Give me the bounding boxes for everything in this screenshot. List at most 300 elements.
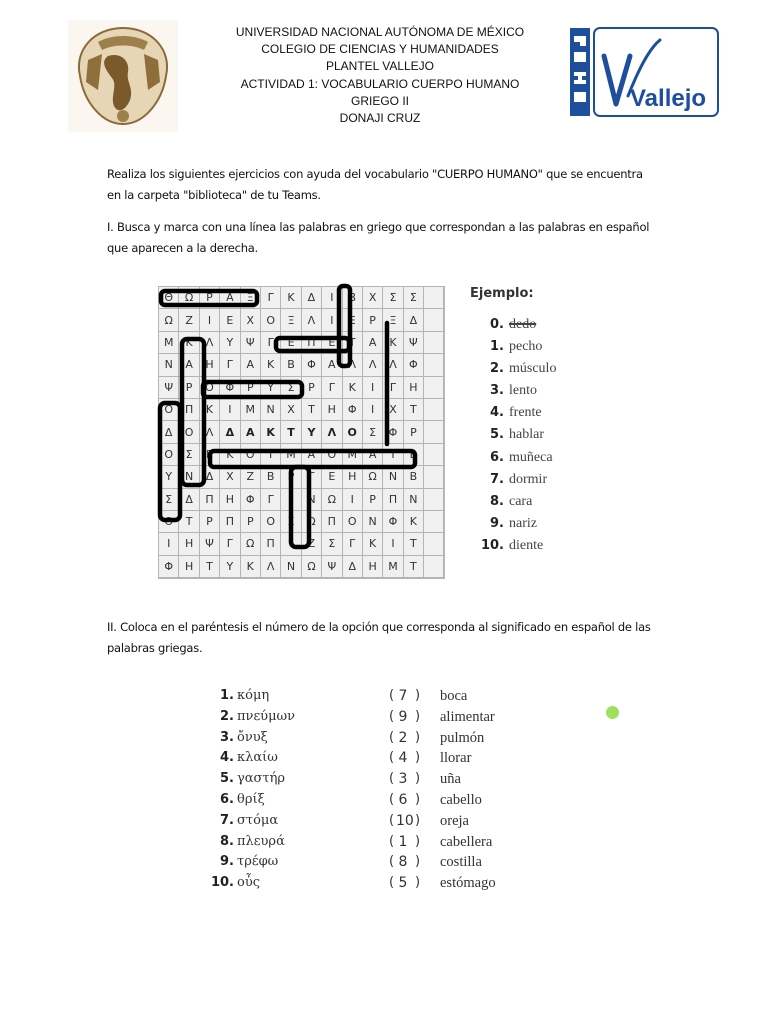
grid-cell[interactable]: Γ bbox=[261, 332, 281, 354]
grid-cell[interactable]: Δ bbox=[200, 466, 220, 488]
grid-cell[interactable]: Ζ bbox=[302, 533, 322, 555]
grid-cell[interactable]: Κ bbox=[261, 421, 281, 443]
grid-cell[interactable]: Λ bbox=[363, 354, 383, 376]
grid-cell[interactable]: Τ bbox=[302, 399, 322, 421]
intro-line-1: Realiza los siguientes ejercicios con ayuda del vocabulario "CUERPO HUMANO" que se encuentra bbox=[107, 167, 643, 181]
grid-cell[interactable]: Χ bbox=[220, 466, 240, 488]
grid-cell[interactable]: Ι bbox=[281, 533, 301, 555]
grid-cell[interactable]: Σ bbox=[281, 377, 301, 399]
answer-value[interactable]: 1 bbox=[398, 833, 408, 850]
example-item-word: hablar bbox=[509, 427, 544, 443]
grid-cell[interactable]: Υ bbox=[261, 377, 281, 399]
grid-cell[interactable]: Ι bbox=[343, 489, 363, 511]
grid-cell[interactable]: Δ bbox=[159, 421, 179, 443]
example-item-number: 5. bbox=[490, 427, 504, 443]
matching-row bbox=[200, 750, 560, 771]
example-item bbox=[470, 450, 610, 472]
grid-cell-empty bbox=[424, 354, 444, 376]
grid-cell[interactable]: Ω bbox=[302, 511, 322, 533]
grid-cell[interactable]: Γ bbox=[220, 533, 240, 555]
grid-cell[interactable]: Ε bbox=[220, 309, 240, 331]
grid-cell[interactable]: Μ bbox=[281, 444, 301, 466]
example-item-word: dedo bbox=[509, 317, 537, 332]
grid-cell[interactable]: Τ bbox=[281, 421, 301, 443]
matching-number: 2. bbox=[220, 708, 234, 724]
grid-cell[interactable]: Λ bbox=[383, 354, 403, 376]
example-list bbox=[470, 286, 610, 560]
unam-logo bbox=[68, 20, 178, 132]
grid-cell[interactable]: Ν bbox=[383, 466, 403, 488]
grid-cell[interactable]: Ρ bbox=[281, 466, 301, 488]
matching-spanish-word: costilla bbox=[440, 854, 482, 871]
grid-cell[interactable]: Ν bbox=[281, 556, 301, 578]
grid-cell[interactable]: Γ bbox=[302, 466, 322, 488]
grid-cell[interactable]: Β bbox=[261, 466, 281, 488]
grid-cell[interactable]: Ι bbox=[261, 444, 281, 466]
grid-cell[interactable]: Φ bbox=[302, 354, 322, 376]
grid-cell-empty bbox=[424, 309, 444, 331]
example-item-word: diente bbox=[509, 537, 544, 553]
paren-open: ( bbox=[389, 833, 395, 849]
grid-cell[interactable]: Ε bbox=[200, 444, 220, 466]
paren-open: ( bbox=[389, 708, 395, 724]
header-campus: PLANTEL VALLEJO bbox=[325, 59, 435, 74]
grid-cell[interactable]: Η bbox=[343, 466, 363, 488]
matching-row bbox=[200, 875, 560, 896]
grid-cell[interactable]: Δ bbox=[179, 489, 199, 511]
grid-cell[interactable]: Ω bbox=[302, 556, 322, 578]
grid-cell[interactable]: Β bbox=[404, 466, 424, 488]
answer-value[interactable]: 9 bbox=[398, 708, 408, 725]
grid-cell[interactable]: Κ bbox=[220, 444, 240, 466]
grid-cell[interactable]: Γ bbox=[261, 489, 281, 511]
grid-cell[interactable]: Κ bbox=[281, 287, 301, 309]
answer-value[interactable]: 3 bbox=[398, 771, 408, 788]
matching-greek-word: ὄνυξ bbox=[237, 729, 268, 745]
grid-cell[interactable]: Χ bbox=[363, 287, 383, 309]
header-college: COLEGIO DE CIENCIAS Y HUMANIDADES bbox=[261, 42, 499, 57]
grid-cell[interactable]: Α bbox=[363, 332, 383, 354]
matching-spanish-word: boca bbox=[440, 688, 468, 704]
matching-spanish-word: llorar bbox=[440, 750, 472, 767]
section2-line-1: II. Coloca en el paréntesis el número de la opción que corresponda al significado en español de las bbox=[107, 620, 651, 634]
grid-cell[interactable]: Υ bbox=[159, 466, 179, 488]
paren-close: ) bbox=[415, 854, 421, 870]
grid-cell[interactable]: Ρ bbox=[363, 309, 383, 331]
example-item-number: 0. bbox=[490, 317, 504, 332]
grid-cell[interactable]: Λ bbox=[322, 421, 342, 443]
grid-cell[interactable]: Η bbox=[363, 556, 383, 578]
grid-cell[interactable]: Λ bbox=[343, 354, 363, 376]
grid-cell[interactable]: Σ bbox=[322, 533, 342, 555]
grid-cell[interactable]: Ο bbox=[343, 511, 363, 533]
grid-cell[interactable]: Γ bbox=[322, 377, 342, 399]
grid-cell[interactable]: Λ bbox=[200, 332, 220, 354]
grid-cell-empty bbox=[424, 421, 444, 443]
intro-line-2: en la carpeta "biblioteca" de tu Teams. bbox=[107, 188, 321, 202]
example-title: Ejemplo: bbox=[470, 286, 534, 301]
grid-cell[interactable]: Ρ bbox=[363, 489, 383, 511]
grid-cell[interactable]: Ζ bbox=[179, 309, 199, 331]
grid-cell[interactable]: Κ bbox=[261, 354, 281, 376]
example-item-number: 3. bbox=[490, 383, 504, 399]
intro-instructions bbox=[107, 164, 677, 206]
paren-open: ( bbox=[389, 854, 395, 870]
grid-cell[interactable]: Χ bbox=[281, 399, 301, 421]
grid-cell[interactable]: Ν bbox=[179, 466, 199, 488]
example-item bbox=[470, 383, 610, 405]
example-item-word: nariz bbox=[509, 515, 537, 531]
grid-cell[interactable]: Μ bbox=[383, 556, 403, 578]
grid-cell[interactable]: Ο bbox=[261, 511, 281, 533]
grid-cell[interactable]: Δ bbox=[404, 309, 424, 331]
header-course: GRIEGO II bbox=[350, 93, 409, 108]
grid-cell[interactable]: Υ bbox=[220, 556, 240, 578]
header-author: DONAJI CRUZ bbox=[339, 111, 421, 126]
grid-cell[interactable]: Ι bbox=[281, 489, 301, 511]
paren-close: ) bbox=[415, 729, 421, 745]
answer-value[interactable]: 10 bbox=[396, 812, 414, 829]
paren-open: ( bbox=[389, 688, 395, 703]
grid-cell[interactable]: Φ bbox=[383, 511, 403, 533]
answer-value[interactable]: 5 bbox=[398, 875, 408, 892]
grid-cell[interactable]: Ξ bbox=[383, 309, 403, 331]
grid-cell[interactable]: Ο bbox=[159, 444, 179, 466]
grid-cell[interactable]: Φ bbox=[220, 377, 240, 399]
example-item bbox=[470, 339, 610, 361]
grid-cell[interactable]: Ψ bbox=[322, 556, 342, 578]
paren-close: ) bbox=[415, 688, 421, 703]
grid-cell-empty bbox=[424, 489, 444, 511]
section1-line-2: que aparecen a la derecha. bbox=[107, 241, 258, 255]
grid-cell[interactable]: Μ bbox=[159, 332, 179, 354]
matching-greek-word: θρίξ bbox=[237, 791, 265, 807]
grid-cell[interactable]: Ρ bbox=[200, 287, 220, 309]
grid-cell[interactable]: Φ bbox=[159, 556, 179, 578]
example-item bbox=[470, 361, 610, 383]
grid-cell[interactable]: Ν bbox=[159, 354, 179, 376]
grid-cell[interactable]: Ρ bbox=[302, 377, 322, 399]
example-item bbox=[470, 494, 610, 516]
paren-open: ( bbox=[389, 812, 395, 828]
matching-number: 1. bbox=[220, 688, 234, 703]
grid-cell[interactable]: Ι bbox=[363, 377, 383, 399]
grid-cell[interactable]: Μ bbox=[241, 399, 261, 421]
example-items bbox=[470, 317, 610, 560]
example-item-number: 7. bbox=[490, 471, 504, 487]
grid-cell[interactable]: Ι bbox=[383, 533, 403, 555]
grid-cell[interactable]: Ι bbox=[363, 399, 383, 421]
grid-cell[interactable]: Ι bbox=[322, 287, 342, 309]
grid-cell[interactable]: Κ bbox=[343, 377, 363, 399]
grid-cell[interactable]: Ι bbox=[200, 309, 220, 331]
example-item-word: músculo bbox=[509, 361, 557, 377]
grid-cell[interactable]: Ψ bbox=[159, 377, 179, 399]
grid-cell[interactable]: Ι bbox=[220, 399, 240, 421]
matching-number: 6. bbox=[220, 791, 234, 807]
grid-cell[interactable]: Α bbox=[241, 354, 261, 376]
grid-cell[interactable]: Λ bbox=[200, 421, 220, 443]
paren-close: ) bbox=[415, 708, 421, 724]
grid-cell[interactable]: Δ bbox=[302, 287, 322, 309]
grid-cell[interactable]: Ι bbox=[322, 309, 342, 331]
example-item bbox=[470, 538, 610, 560]
paren-close: ) bbox=[415, 875, 421, 891]
matching-greek-word: πνεύμων bbox=[237, 708, 296, 724]
grid-cell[interactable]: Φ bbox=[404, 354, 424, 376]
matching-exercise bbox=[200, 688, 560, 896]
grid-cell[interactable]: Α bbox=[220, 287, 240, 309]
grid-cell[interactable]: Ψ bbox=[404, 332, 424, 354]
paren-close: ) bbox=[415, 750, 421, 766]
matching-spanish-word: pulmón bbox=[440, 729, 485, 746]
matching-row bbox=[200, 834, 560, 855]
grid-cell[interactable]: Π bbox=[220, 511, 240, 533]
paren-close: ) bbox=[415, 791, 421, 807]
example-item-number: 1. bbox=[490, 339, 504, 355]
example-item-number: 10. bbox=[480, 537, 504, 553]
grid-cell[interactable]: Σ bbox=[363, 421, 383, 443]
example-item-word: frente bbox=[509, 405, 542, 421]
grid-cell[interactable]: Η bbox=[322, 399, 342, 421]
grid-cell[interactable]: Α bbox=[302, 444, 322, 466]
matching-number: 9. bbox=[220, 854, 234, 870]
matching-spanish-word: alimentar bbox=[440, 708, 495, 725]
example-item-word: muñeca bbox=[509, 449, 553, 465]
grid-cell[interactable]: Ρ bbox=[200, 511, 220, 533]
grid-cell[interactable]: Ο bbox=[261, 309, 281, 331]
matching-row bbox=[200, 854, 560, 875]
grid-cell[interactable]: Ο bbox=[159, 399, 179, 421]
grid-cell[interactable]: Φ bbox=[343, 399, 363, 421]
grid-cell[interactable]: Ν bbox=[261, 399, 281, 421]
grid-cell[interactable]: Σ bbox=[179, 444, 199, 466]
grid-cell[interactable]: Κ bbox=[179, 332, 199, 354]
grid-cell[interactable]: Σ bbox=[383, 287, 403, 309]
example-item-number: 6. bbox=[490, 449, 504, 465]
grid-cell[interactable]: Ρ bbox=[179, 377, 199, 399]
grid-cell-empty bbox=[424, 466, 444, 488]
example-item-number: 2. bbox=[490, 361, 504, 377]
example-item-number: 8. bbox=[490, 493, 504, 509]
grid-cell[interactable]: Ω bbox=[322, 489, 342, 511]
grid-cell[interactable]: Γ bbox=[220, 354, 240, 376]
matching-greek-word: πλευρά bbox=[237, 833, 285, 849]
logo-vallejo-text: Vallejo bbox=[630, 85, 707, 112]
grid-cell[interactable]: Ν bbox=[363, 511, 383, 533]
grid-cell[interactable]: Ε bbox=[322, 332, 342, 354]
grid-cell[interactable]: Φ bbox=[241, 489, 261, 511]
grid-cell-empty bbox=[424, 332, 444, 354]
paren-open: ( bbox=[389, 750, 395, 766]
grid-cell[interactable]: Τ bbox=[404, 399, 424, 421]
grid-cell[interactable]: Ι bbox=[383, 444, 403, 466]
paren-open: ( bbox=[389, 791, 395, 807]
answer-value[interactable]: 4 bbox=[398, 750, 408, 767]
matching-number: 3. bbox=[220, 729, 234, 745]
grid-cell[interactable]: Ρ bbox=[241, 511, 261, 533]
matching-greek-word: κλαίω bbox=[237, 750, 278, 766]
grid-cell[interactable]: Ο bbox=[179, 421, 199, 443]
example-item bbox=[470, 317, 610, 339]
grid-cell[interactable]: Π bbox=[302, 332, 322, 354]
grid-cell[interactable]: Ψ bbox=[200, 533, 220, 555]
answer-value[interactable]: 7 bbox=[398, 688, 408, 704]
grid-cell[interactable]: Τ bbox=[200, 556, 220, 578]
grid-cell[interactable]: Κ bbox=[200, 399, 220, 421]
grid-cell[interactable]: Τ bbox=[404, 533, 424, 555]
grid-cell[interactable]: Ω bbox=[179, 287, 199, 309]
grid-cell-empty bbox=[424, 377, 444, 399]
matching-number: 10. bbox=[210, 875, 234, 891]
matching-greek-word: οὖς bbox=[237, 875, 261, 891]
grid-cell-empty bbox=[424, 444, 444, 466]
grid-cell[interactable]: Ε bbox=[281, 332, 301, 354]
grid-cell[interactable]: Β bbox=[404, 444, 424, 466]
grid-cell-empty bbox=[424, 511, 444, 533]
grid-cell[interactable]: Ν bbox=[404, 489, 424, 511]
grid-cell[interactable]: Τ bbox=[179, 511, 199, 533]
matching-row bbox=[200, 771, 560, 792]
example-item bbox=[470, 427, 610, 449]
grid-cell[interactable]: Κ bbox=[241, 556, 261, 578]
grid-cell[interactable]: Θ bbox=[159, 287, 179, 309]
matching-spanish-word: estómago bbox=[440, 875, 496, 892]
grid-cell[interactable]: Ι bbox=[159, 533, 179, 555]
grid-cell[interactable]: Δ bbox=[343, 556, 363, 578]
grid-cell[interactable]: Π bbox=[383, 489, 403, 511]
grid-cell[interactable]: Ο bbox=[200, 377, 220, 399]
grid-cell[interactable]: Τ bbox=[343, 332, 363, 354]
grid-cell[interactable]: Α bbox=[363, 444, 383, 466]
grid-cell[interactable]: Α bbox=[179, 354, 199, 376]
section2-instructions bbox=[107, 617, 677, 659]
grid-cell[interactable]: Α bbox=[322, 354, 342, 376]
grid-cell[interactable]: Λ bbox=[261, 556, 281, 578]
grid-cell[interactable]: Σ bbox=[404, 287, 424, 309]
word-search-grid[interactable] bbox=[158, 286, 445, 579]
grid-cell[interactable]: Ξ bbox=[281, 309, 301, 331]
grid-cell[interactable]: Ο bbox=[241, 444, 261, 466]
grid-cell[interactable]: Φ bbox=[383, 421, 403, 443]
grid-cell[interactable]: Ω bbox=[241, 533, 261, 555]
grid-cell[interactable]: Ρ bbox=[404, 421, 424, 443]
matching-greek-word: στόμα bbox=[237, 812, 279, 828]
grid-cell[interactable]: Η bbox=[220, 489, 240, 511]
grid-cell[interactable]: Θ bbox=[159, 511, 179, 533]
matching-spanish-word: cabellera bbox=[440, 833, 493, 850]
grid-cell[interactable]: Χ bbox=[241, 309, 261, 331]
grid-cell[interactable]: Δ bbox=[220, 421, 240, 443]
grid-cell[interactable]: Κ bbox=[404, 511, 424, 533]
grid-cell[interactable]: Ψ bbox=[241, 332, 261, 354]
answer-value[interactable]: 2 bbox=[398, 729, 408, 746]
grid-cell[interactable]: Υ bbox=[220, 332, 240, 354]
matching-spanish-word: uña bbox=[440, 771, 461, 788]
section2-line-2: palabras griegas. bbox=[107, 641, 203, 655]
example-item-word: pecho bbox=[509, 339, 543, 355]
example-item bbox=[470, 405, 610, 427]
grid-cell[interactable]: Κ bbox=[383, 332, 403, 354]
grid-cell[interactable]: Ξ bbox=[241, 287, 261, 309]
grid-cell[interactable]: Γ bbox=[383, 377, 403, 399]
matching-number: 7. bbox=[220, 812, 234, 828]
matching-row bbox=[200, 730, 560, 751]
document-header bbox=[200, 24, 560, 127]
grid-cell[interactable]: Π bbox=[200, 489, 220, 511]
grid-cell[interactable]: Η bbox=[200, 354, 220, 376]
grid-cell[interactable]: Π bbox=[179, 399, 199, 421]
example-item-number: 4. bbox=[490, 405, 504, 421]
grid-cell[interactable]: Ω bbox=[363, 466, 383, 488]
header-activity: ACTIVIDAD 1: VOCABULARIO CUERPO HUMANO bbox=[240, 76, 520, 91]
paren-open: ( bbox=[389, 771, 395, 787]
matching-spanish-word: oreja bbox=[440, 812, 469, 829]
grid-cell[interactable]: Γ bbox=[261, 287, 281, 309]
matching-number: 8. bbox=[220, 833, 234, 849]
grid-cell[interactable]: Ο bbox=[343, 421, 363, 443]
grid-cell[interactable]: Υ bbox=[302, 421, 322, 443]
grid-cell[interactable]: Β bbox=[343, 287, 363, 309]
grid-cell[interactable]: Ω bbox=[159, 309, 179, 331]
matching-number: 5. bbox=[220, 771, 234, 787]
grid-cell[interactable]: Γ bbox=[343, 533, 363, 555]
grid-cell[interactable]: Μ bbox=[343, 444, 363, 466]
paren-close: ) bbox=[415, 771, 421, 787]
grid-cell[interactable]: Ζ bbox=[241, 466, 261, 488]
grid-cell[interactable]: Η bbox=[179, 533, 199, 555]
grid-cell[interactable]: Η bbox=[404, 377, 424, 399]
answer-value[interactable]: 8 bbox=[398, 854, 408, 871]
grid-cell-empty bbox=[424, 533, 444, 555]
answer-value[interactable]: 6 bbox=[398, 791, 408, 808]
header-university: UNIVERSIDAD NACIONAL AUTÓNOMA DE MÉXICO bbox=[235, 25, 525, 39]
matching-number: 4. bbox=[220, 750, 234, 766]
grid-cell-empty bbox=[424, 556, 444, 578]
section1-instructions bbox=[107, 217, 677, 259]
grid-cell[interactable]: Β bbox=[281, 354, 301, 376]
example-item bbox=[470, 472, 610, 494]
paren-open: ( bbox=[389, 875, 395, 891]
paren-close: ) bbox=[415, 833, 421, 849]
section1-line-1: I. Busca y marca con una línea las palabras en griego que correspondan a las palabras en español bbox=[107, 220, 650, 234]
grid-cell[interactable]: Ε bbox=[343, 309, 363, 331]
matching-greek-word: γαστήρ bbox=[237, 771, 286, 787]
grid-cell[interactable]: Ρ bbox=[241, 377, 261, 399]
grid-cell[interactable]: Κ bbox=[363, 533, 383, 555]
grid-cell[interactable]: Ν bbox=[302, 489, 322, 511]
cch-vallejo-logo bbox=[570, 26, 720, 118]
grid-cell[interactable]: Λ bbox=[302, 309, 322, 331]
grid-cell-empty bbox=[424, 399, 444, 421]
example-item-word: lento bbox=[509, 383, 537, 399]
grid-cell[interactable]: Χ bbox=[383, 399, 403, 421]
paren-close: ) bbox=[415, 812, 421, 828]
example-item-word: cara bbox=[509, 493, 533, 509]
matching-spanish-word: cabello bbox=[440, 791, 482, 808]
grid-cell[interactable]: Α bbox=[241, 421, 261, 443]
grid-cell[interactable]: Π bbox=[261, 533, 281, 555]
grid-cell[interactable]: Π bbox=[322, 511, 342, 533]
grid-cell[interactable]: Ο bbox=[322, 444, 342, 466]
grid-cell[interactable]: Ε bbox=[322, 466, 342, 488]
grid-cell[interactable]: Η bbox=[179, 556, 199, 578]
grid-cell[interactable]: Τ bbox=[404, 556, 424, 578]
grid-cell[interactable]: Σ bbox=[281, 511, 301, 533]
grid-cell[interactable]: Σ bbox=[159, 489, 179, 511]
matching-greek-word: τρέφω bbox=[237, 854, 279, 870]
matching-row bbox=[200, 709, 560, 730]
